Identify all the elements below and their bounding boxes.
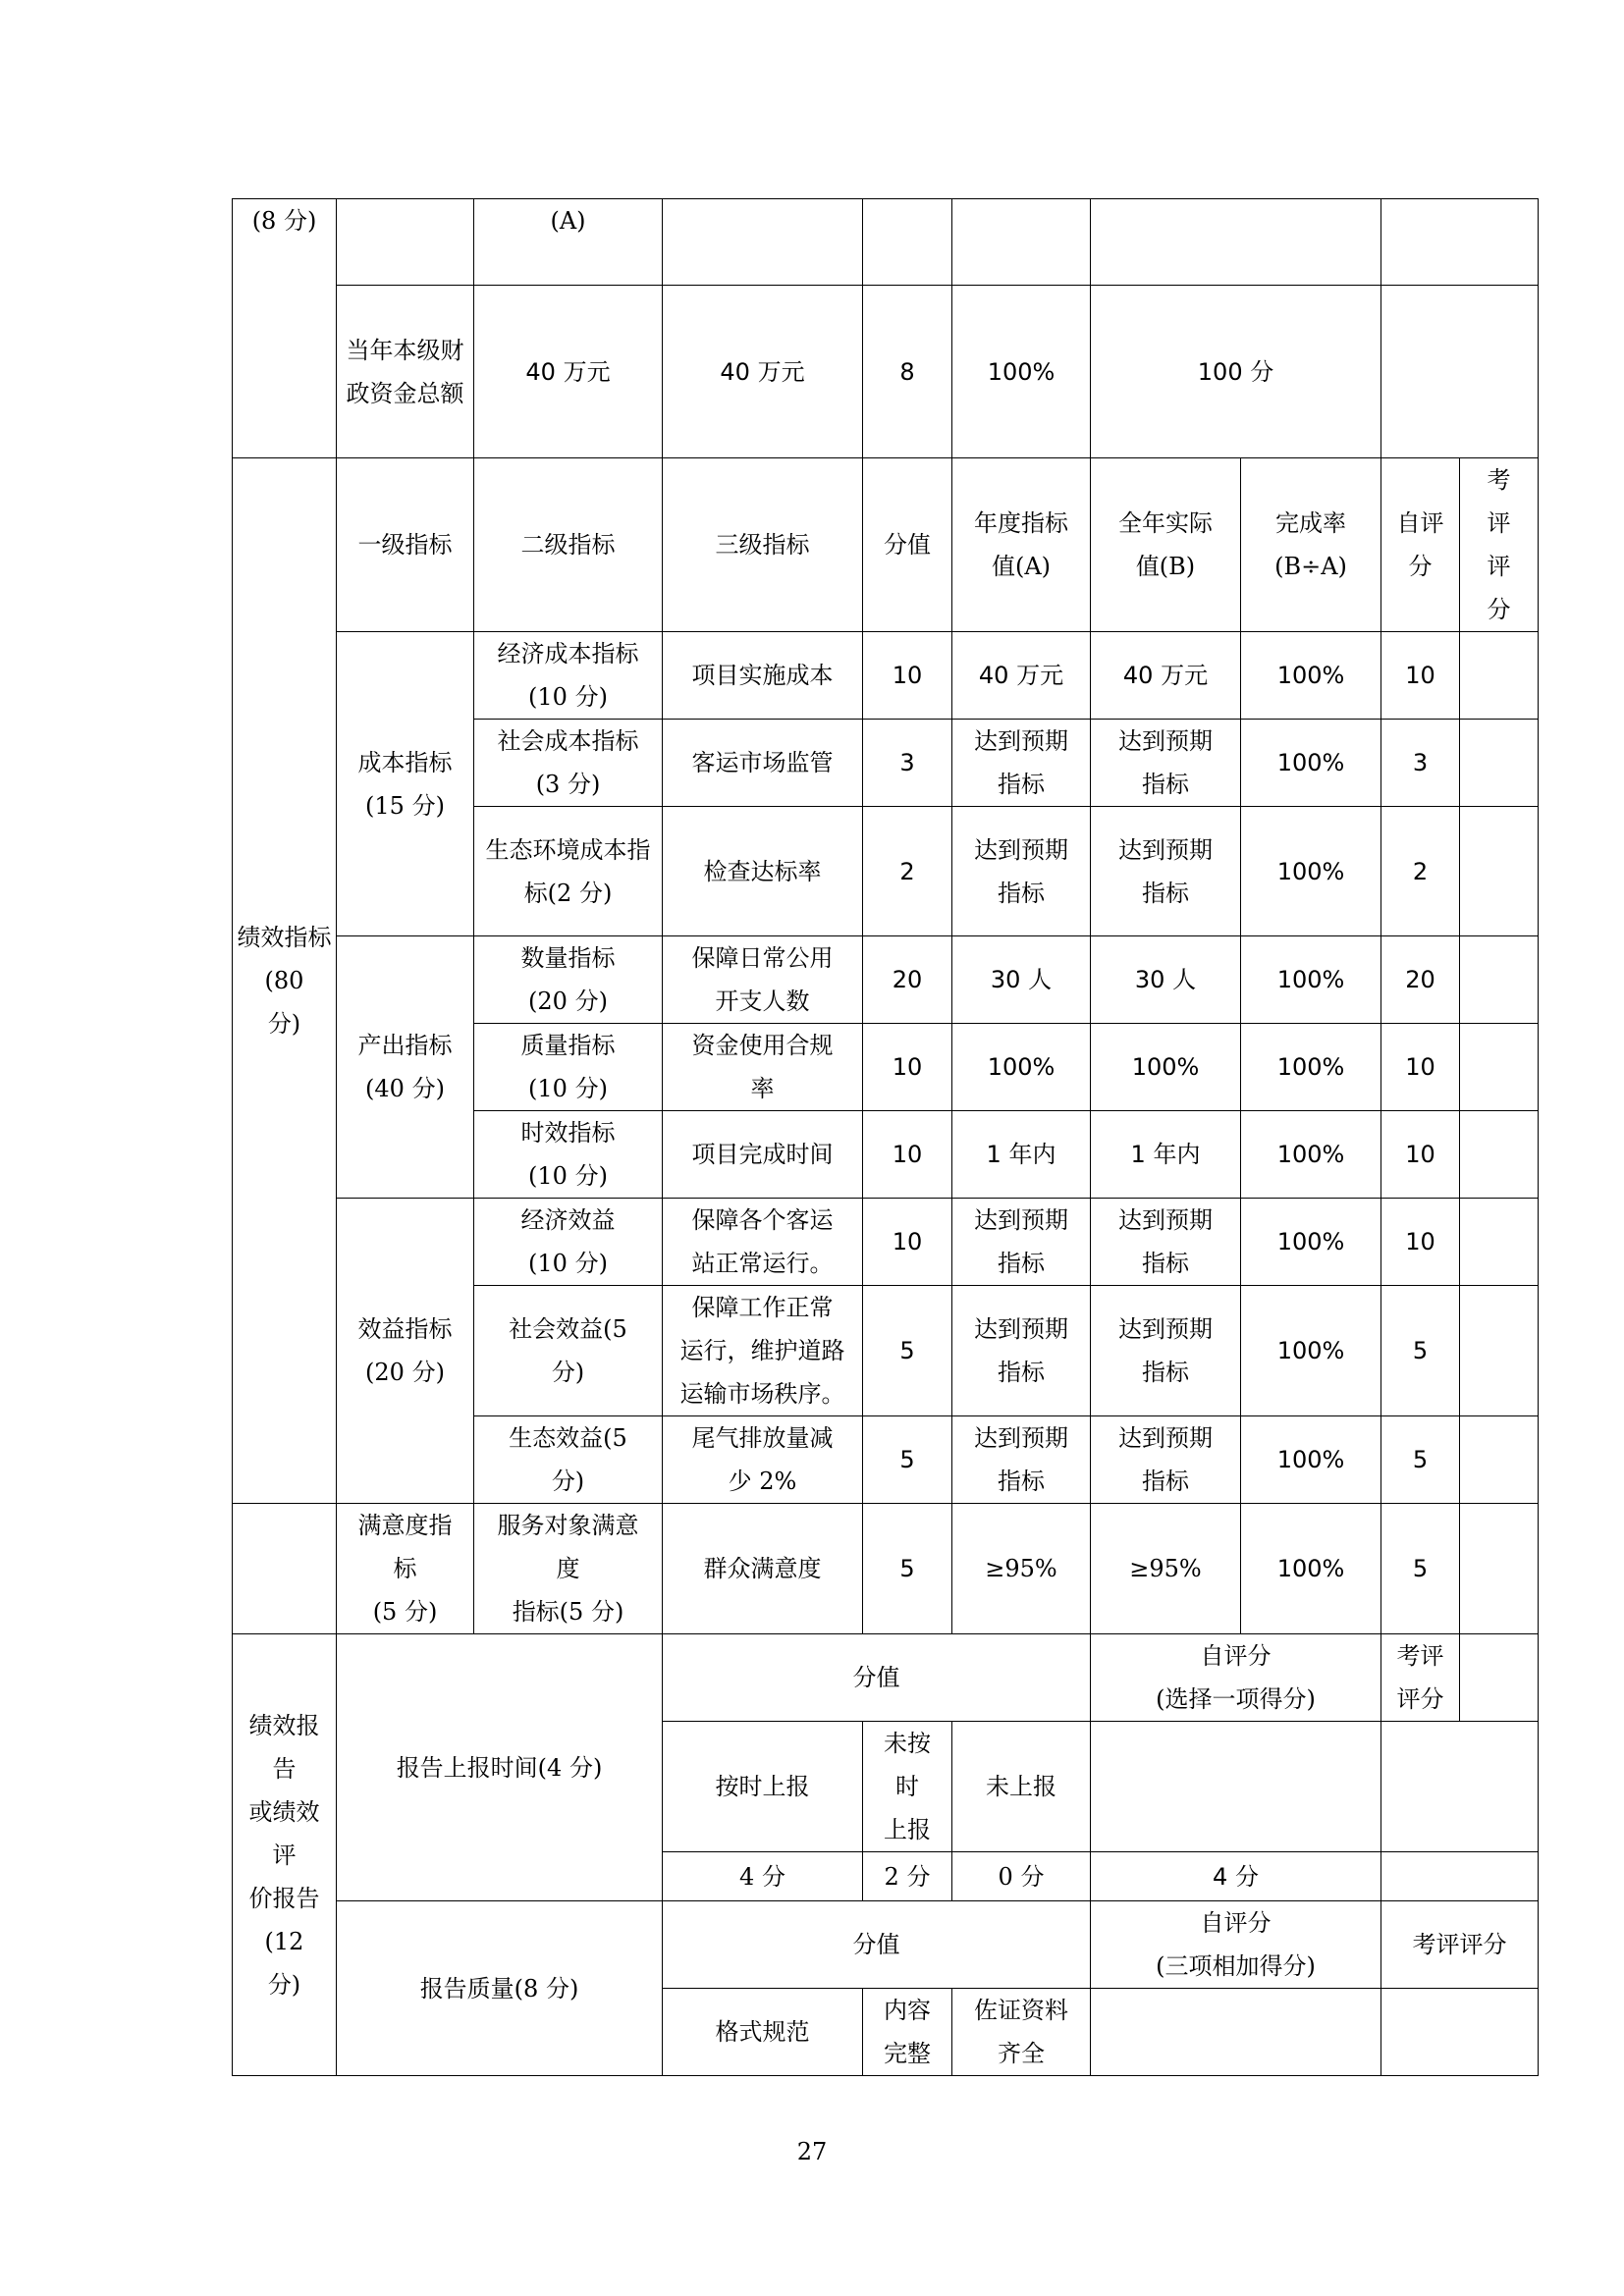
- table-row: [233, 1901, 1539, 1989]
- table-cell: 达到预期 指标: [1091, 1416, 1241, 1504]
- table-cell: 考评评分: [1381, 1901, 1539, 1989]
- header-cell: 全年实际 值(B): [1091, 458, 1241, 632]
- table-row: [233, 936, 1539, 1024]
- table-cell: [1460, 1634, 1539, 1722]
- table-cell: 5: [863, 1504, 952, 1634]
- table-cell: 报告上报时间(4 分): [337, 1634, 663, 1901]
- table-cell: ≥95%: [952, 1504, 1091, 1634]
- table-cell: 生态环境成本指 标(2 分): [474, 807, 663, 936]
- table-cell: 项目实施成本: [663, 632, 863, 720]
- table-cell: 社会效益(5 分): [474, 1286, 663, 1416]
- table-cell: 2: [1381, 807, 1460, 936]
- table-cell: 2 分: [863, 1852, 952, 1901]
- table-cell: 经济效益 (10 分): [474, 1199, 663, 1286]
- table-cell: 3: [863, 720, 952, 807]
- table-cell: [1460, 720, 1539, 807]
- table-cell: [233, 1504, 337, 1634]
- table-cell: 5: [1381, 1416, 1460, 1504]
- table-row: [233, 286, 1539, 458]
- table-cell: [1091, 1989, 1381, 2076]
- table-cell: 5: [1381, 1504, 1460, 1634]
- table-cell: 40 万元: [474, 286, 663, 458]
- table-cell: 5: [863, 1416, 952, 1504]
- table-cell: 40 万元: [952, 632, 1091, 720]
- table-cell: [863, 199, 952, 286]
- table-cell: 100%: [1091, 1024, 1241, 1111]
- table-cell: 10: [863, 632, 952, 720]
- table-cell: 时效指标 (10 分): [474, 1111, 663, 1199]
- table-cell: 2: [863, 807, 952, 936]
- table-row: [233, 1634, 1539, 1722]
- table-cell: [1381, 1989, 1539, 2076]
- table-cell: 20: [863, 936, 952, 1024]
- table-cell: 考评 评分: [1381, 1634, 1460, 1722]
- table-cell: 100%: [1241, 1416, 1381, 1504]
- table-cell: [1381, 1722, 1539, 1852]
- budget-group-cell: (8 分): [233, 199, 337, 458]
- table-cell: 100%: [952, 1024, 1091, 1111]
- table-row: [233, 1199, 1539, 1286]
- table-cell: 效益指标 (20 分): [337, 1199, 474, 1504]
- table-cell: 100%: [1241, 632, 1381, 720]
- table-cell: [1460, 936, 1539, 1024]
- table-cell: 满意度指 标 (5 分): [337, 1504, 474, 1634]
- table-cell: 佐证资料 齐全: [952, 1989, 1091, 2076]
- table-cell: [1460, 1111, 1539, 1199]
- table-cell: 100%: [1241, 1199, 1381, 1286]
- table-cell: 0 分: [952, 1852, 1091, 1901]
- table-cell: [1091, 199, 1381, 286]
- table-cell: 30 人: [952, 936, 1091, 1024]
- table-cell: 达到预期 指标: [1091, 807, 1241, 936]
- header-cell: 分值: [863, 458, 952, 632]
- header-cell: 自评 分: [1381, 458, 1460, 632]
- table-cell: [1460, 1286, 1539, 1416]
- table-cell: 产出指标 (40 分): [337, 936, 474, 1199]
- header-cell: 三级指标: [663, 458, 863, 632]
- table-cell: [1460, 807, 1539, 936]
- table-cell: 自评分 (三项相加得分): [1091, 1901, 1381, 1989]
- table-cell: 100%: [952, 286, 1091, 458]
- metrics-group-cell: 绩效指标 (80 分): [233, 458, 337, 1504]
- table-cell: 成本指标 (15 分): [337, 632, 474, 936]
- table-cell: 100%: [1241, 1111, 1381, 1199]
- table-cell: 10: [1381, 1199, 1460, 1286]
- table-cell: 10: [863, 1111, 952, 1199]
- table-cell: [1460, 1504, 1539, 1634]
- table-row: [233, 632, 1539, 720]
- table-cell: 未上报: [952, 1722, 1091, 1852]
- performance-table: [232, 198, 1539, 2076]
- table-cell: 40 万元: [1091, 632, 1241, 720]
- table-cell: 报告质量(8 分): [337, 1901, 663, 2076]
- report-group-cell: 绩效报 告 或绩效 评 价报告 (12 分): [233, 1634, 337, 2076]
- header-cell: 二级指标: [474, 458, 663, 632]
- table-cell: 项目完成时间: [663, 1111, 863, 1199]
- table-cell: 生态效益(5 分): [474, 1416, 663, 1504]
- table-cell: [337, 199, 474, 286]
- table-cell: 1 年内: [952, 1111, 1091, 1199]
- table-cell: 质量指标 (10 分): [474, 1024, 663, 1111]
- table-cell: 8: [863, 286, 952, 458]
- table-row: [233, 1504, 1539, 1634]
- table-cell: (A): [474, 199, 663, 286]
- table-cell: 分值: [663, 1901, 1091, 1989]
- table-cell: [1460, 632, 1539, 720]
- page-number: 27: [796, 2138, 828, 2165]
- table-cell: 20: [1381, 936, 1460, 1024]
- table-cell: 按时上报: [663, 1722, 863, 1852]
- table-cell: 分值: [663, 1634, 1091, 1722]
- table-cell: [1381, 199, 1539, 286]
- table-cell: 自评分 (选择一项得分): [1091, 1634, 1381, 1722]
- table-cell: 尾气排放量减 少 2%: [663, 1416, 863, 1504]
- table-cell: [1091, 1722, 1381, 1852]
- table-cell: 达到预期 指标: [1091, 720, 1241, 807]
- table-cell: 保障日常公用 开支人数: [663, 936, 863, 1024]
- table-cell: 100%: [1241, 1286, 1381, 1416]
- table-cell: 4 分: [1091, 1852, 1381, 1901]
- table-cell: 社会成本指标 (3 分): [474, 720, 663, 807]
- table-cell: 客运市场监管: [663, 720, 863, 807]
- header-cell: 完成率 (B÷A): [1241, 458, 1381, 632]
- table-cell: 10: [1381, 1024, 1460, 1111]
- table-cell: 3: [1381, 720, 1460, 807]
- table-cell: 格式规范: [663, 1989, 863, 2076]
- table-cell: 10: [863, 1199, 952, 1286]
- table-cell: 100%: [1241, 720, 1381, 807]
- table-cell: 保障工作正常 运行，维护道路 运输市场秩序。: [663, 1286, 863, 1416]
- header-row: [233, 458, 1539, 632]
- table-cell: 达到预期 指标: [952, 1199, 1091, 1286]
- table-cell: [952, 199, 1091, 286]
- table-cell: ≥95%: [1091, 1504, 1241, 1634]
- table-cell: 经济成本指标 (10 分): [474, 632, 663, 720]
- table-cell: 检查达标率: [663, 807, 863, 936]
- table-cell: [1381, 1852, 1539, 1901]
- table-cell: 保障各个客运 站正常运行。: [663, 1199, 863, 1286]
- table-cell: 30 人: [1091, 936, 1241, 1024]
- table-cell: 100%: [1241, 807, 1381, 936]
- table-cell: [1460, 1199, 1539, 1286]
- table-cell: 达到预期 指标: [952, 720, 1091, 807]
- table-cell: 100%: [1241, 1024, 1381, 1111]
- table-cell: 达到预期 指标: [952, 1286, 1091, 1416]
- table-cell: [1381, 286, 1539, 458]
- table-cell: 达到预期 指标: [1091, 1286, 1241, 1416]
- table-cell: 5: [863, 1286, 952, 1416]
- table-cell: 达到预期 指标: [1091, 1199, 1241, 1286]
- table-cell: [1460, 1416, 1539, 1504]
- table-cell: 内容 完整: [863, 1989, 952, 2076]
- table-cell: 当年本级财 政资金总额: [337, 286, 474, 458]
- table-cell: 100%: [1241, 936, 1381, 1024]
- table-cell: 1 年内: [1091, 1111, 1241, 1199]
- table-cell: 10: [863, 1024, 952, 1111]
- table-cell: 10: [1381, 1111, 1460, 1199]
- table-cell: [663, 199, 863, 286]
- table-cell: 5: [1381, 1286, 1460, 1416]
- table-cell: 达到预期 指标: [952, 807, 1091, 936]
- header-cell: 考 评 评 分: [1460, 458, 1539, 632]
- table-cell: 未按 时 上报: [863, 1722, 952, 1852]
- header-cell: 一级指标: [337, 458, 474, 632]
- table-cell: 达到预期 指标: [952, 1416, 1091, 1504]
- table-cell: [1460, 1024, 1539, 1111]
- table-cell: 数量指标 (20 分): [474, 936, 663, 1024]
- header-cell: 年度指标 值(A): [952, 458, 1091, 632]
- table-cell: 100 分: [1091, 286, 1381, 458]
- table-row: [233, 199, 1539, 286]
- table-cell: 10: [1381, 632, 1460, 720]
- table-cell: 资金使用合规 率: [663, 1024, 863, 1111]
- table-cell: 4 分: [663, 1852, 863, 1901]
- table-cell: 100%: [1241, 1504, 1381, 1634]
- table-cell: 群众满意度: [663, 1504, 863, 1634]
- table-cell: 服务对象满意 度 指标(5 分): [474, 1504, 663, 1634]
- table-cell: 40 万元: [663, 286, 863, 458]
